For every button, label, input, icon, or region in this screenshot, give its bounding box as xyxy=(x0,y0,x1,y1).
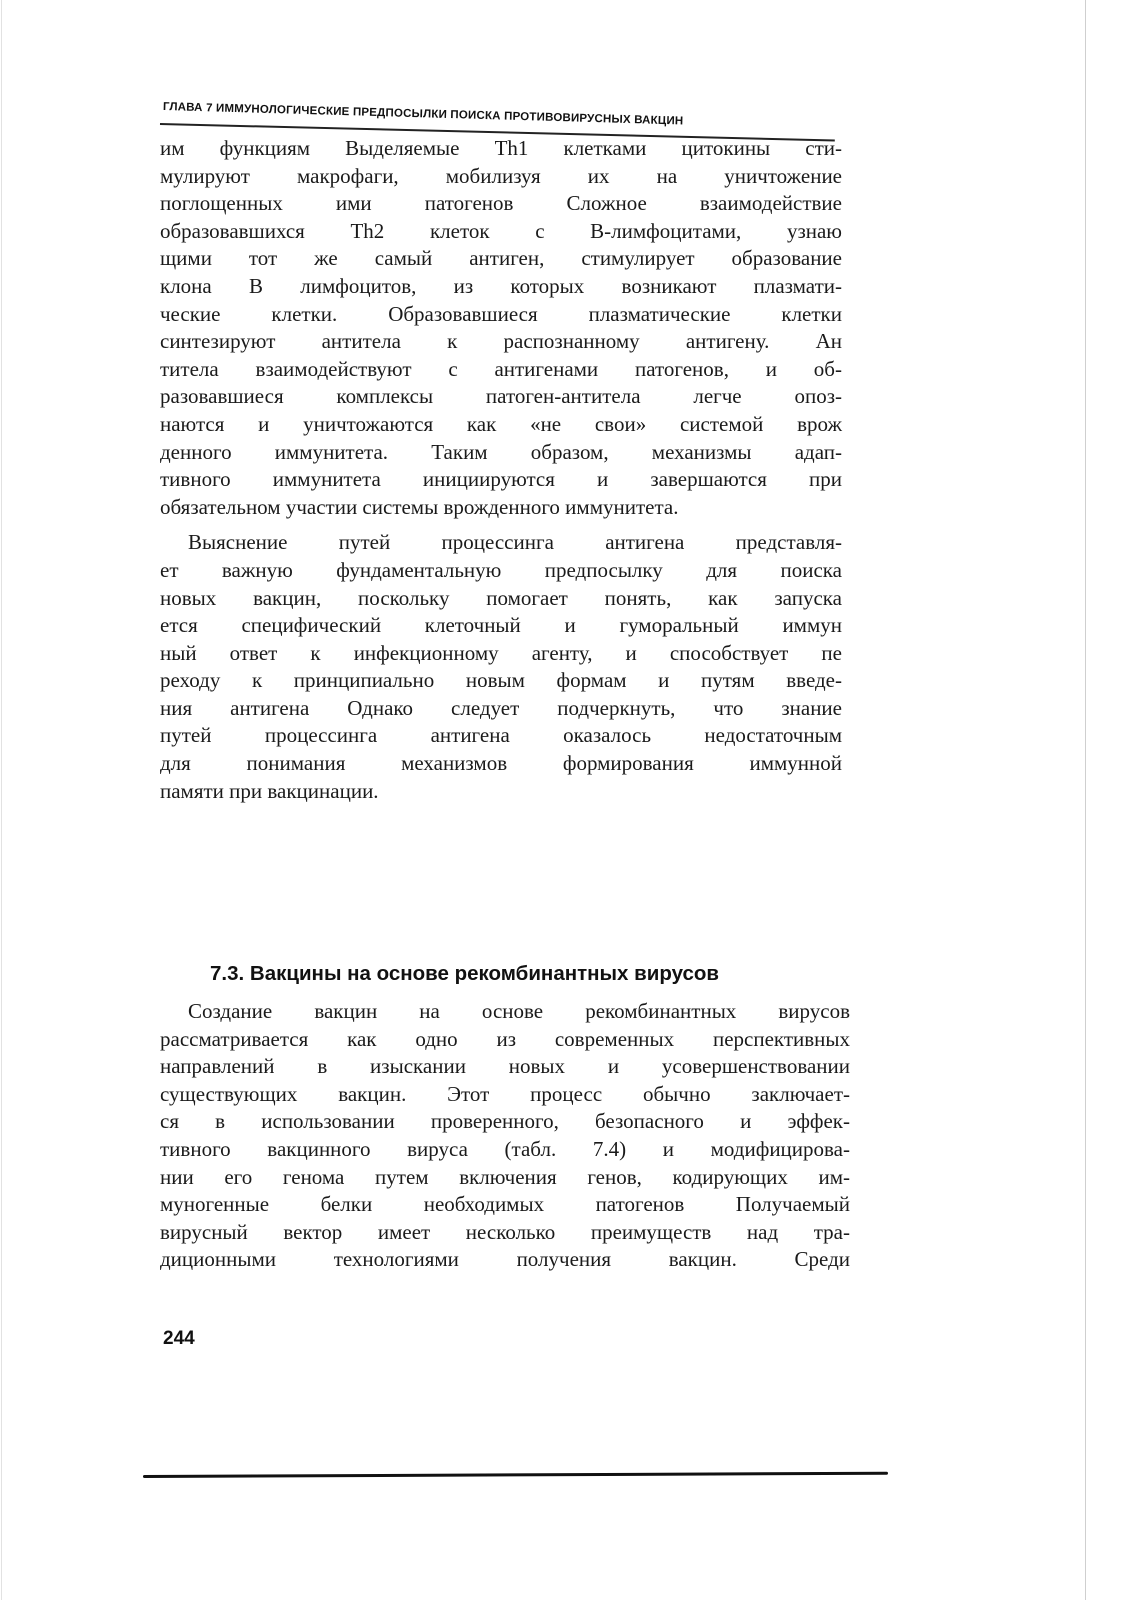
text-line: денного иммунитета. Таким образом, механизмы адап- xyxy=(160,439,842,464)
scan-edge-right xyxy=(1085,0,1086,1600)
text-line: тивного вакцинного вируса (табл. 7.4) и модифицирова- xyxy=(160,1136,850,1161)
text-line: наются и уничтожаются как «не свои» системой врож xyxy=(160,411,842,436)
text-line: им функциям Выделяемые Th1 клетками цитокины сти- xyxy=(160,136,842,160)
text-line: щими тот же самый антиген, стимулирует образование xyxy=(160,246,842,271)
bottom-rule xyxy=(143,1472,888,1478)
text-line: клона В лимфоцитов, из которых возникают плазмати- xyxy=(160,273,842,298)
text-line: вирусный вектор имеет несколько преимуществ над тра- xyxy=(160,1219,850,1244)
text-line: муногенные белки необходимых патогенов Получаемый xyxy=(160,1192,850,1217)
body-text-top xyxy=(160,135,842,805)
text-line: ет важную фундаментальную предпосылку для поиска xyxy=(160,557,842,582)
text-line: направлений в изыскании новых и усовершенствовании xyxy=(160,1054,850,1079)
text-line: новых вакцин, поскольку помогает понять, как запуска xyxy=(160,585,842,610)
running-head: ГЛАВА 7 ИММУНОЛОГИЧЕСКИЕ ПРЕДПОСЫЛКИ ПОИСКА ПРОТИВОВИРУСНЫХ ВАКЦИН xyxy=(162,101,684,128)
text-line: ется специфический клеточный и гуморальный иммун xyxy=(160,613,842,638)
text-line: ся в использовании проверенного, безопасного и эффек- xyxy=(160,1109,850,1134)
section-heading: 7.3. Вакцины на основе рекомбинантных вирусов xyxy=(210,962,719,985)
page-number: 244 xyxy=(163,1328,195,1349)
text-line: памяти при вакцинации. xyxy=(160,778,379,803)
paragraph-gap xyxy=(160,521,842,529)
paragraph-2 xyxy=(160,529,842,805)
paragraph-3 xyxy=(160,998,850,1274)
text-line: синтезируют антитела к распознанному антигену. Ан xyxy=(160,329,842,354)
text-line: титела взаимодействуют с антигенами патогенов, и об- xyxy=(160,356,842,381)
text-line: ный ответ к инфекционному агенту, и способствует пе xyxy=(160,640,842,665)
text-line: диционными технологиями получения вакцин. Среди xyxy=(160,1247,850,1272)
text-line: тивного иммунитета инициируются и завершаются при xyxy=(160,467,842,492)
text-line: существующих вакцин. Этот процесс обычно заключает- xyxy=(160,1081,850,1106)
text-line: путей процессинга антигена оказалось недостаточным xyxy=(160,723,842,748)
text-line: реходу к принципиально новым формам и путям введе- xyxy=(160,668,842,693)
text-line: обязательном участии системы врожденного иммунитета. xyxy=(160,494,679,519)
text-line: для понимания механизмов формирования иммунной xyxy=(160,751,842,776)
text-line: ческие клетки. Образовавшиеся плазматические клетки xyxy=(160,301,842,326)
paragraph-1 xyxy=(160,135,842,521)
body-text-bottom xyxy=(160,998,850,1274)
text-line: образовавшихся Th2 клеток с B-лимфоцитами, узнаю xyxy=(160,218,842,243)
text-line: разовавшиеся комплексы патоген-антитела легче опоз- xyxy=(160,384,842,409)
text-line: нии его генома путем включения генов, кодирующих им- xyxy=(160,1164,850,1189)
text-line: Выяснение путей процессинга антигена представля- xyxy=(188,530,842,555)
text-line: поглощенных ими патогенов Сложное взаимодействие xyxy=(160,191,842,216)
text-line: мулируют макрофаги, мобилизуя их на уничтожение xyxy=(160,163,842,188)
text-line: ния антигена Однако следует подчеркнуть, что знание xyxy=(160,695,842,720)
scan-edge-left xyxy=(1,0,2,1600)
text-line: рассматривается как одно из современных перспективных xyxy=(160,1026,850,1051)
text-line: Создание вакцин на основе рекомбинантных вирусов xyxy=(188,999,850,1023)
